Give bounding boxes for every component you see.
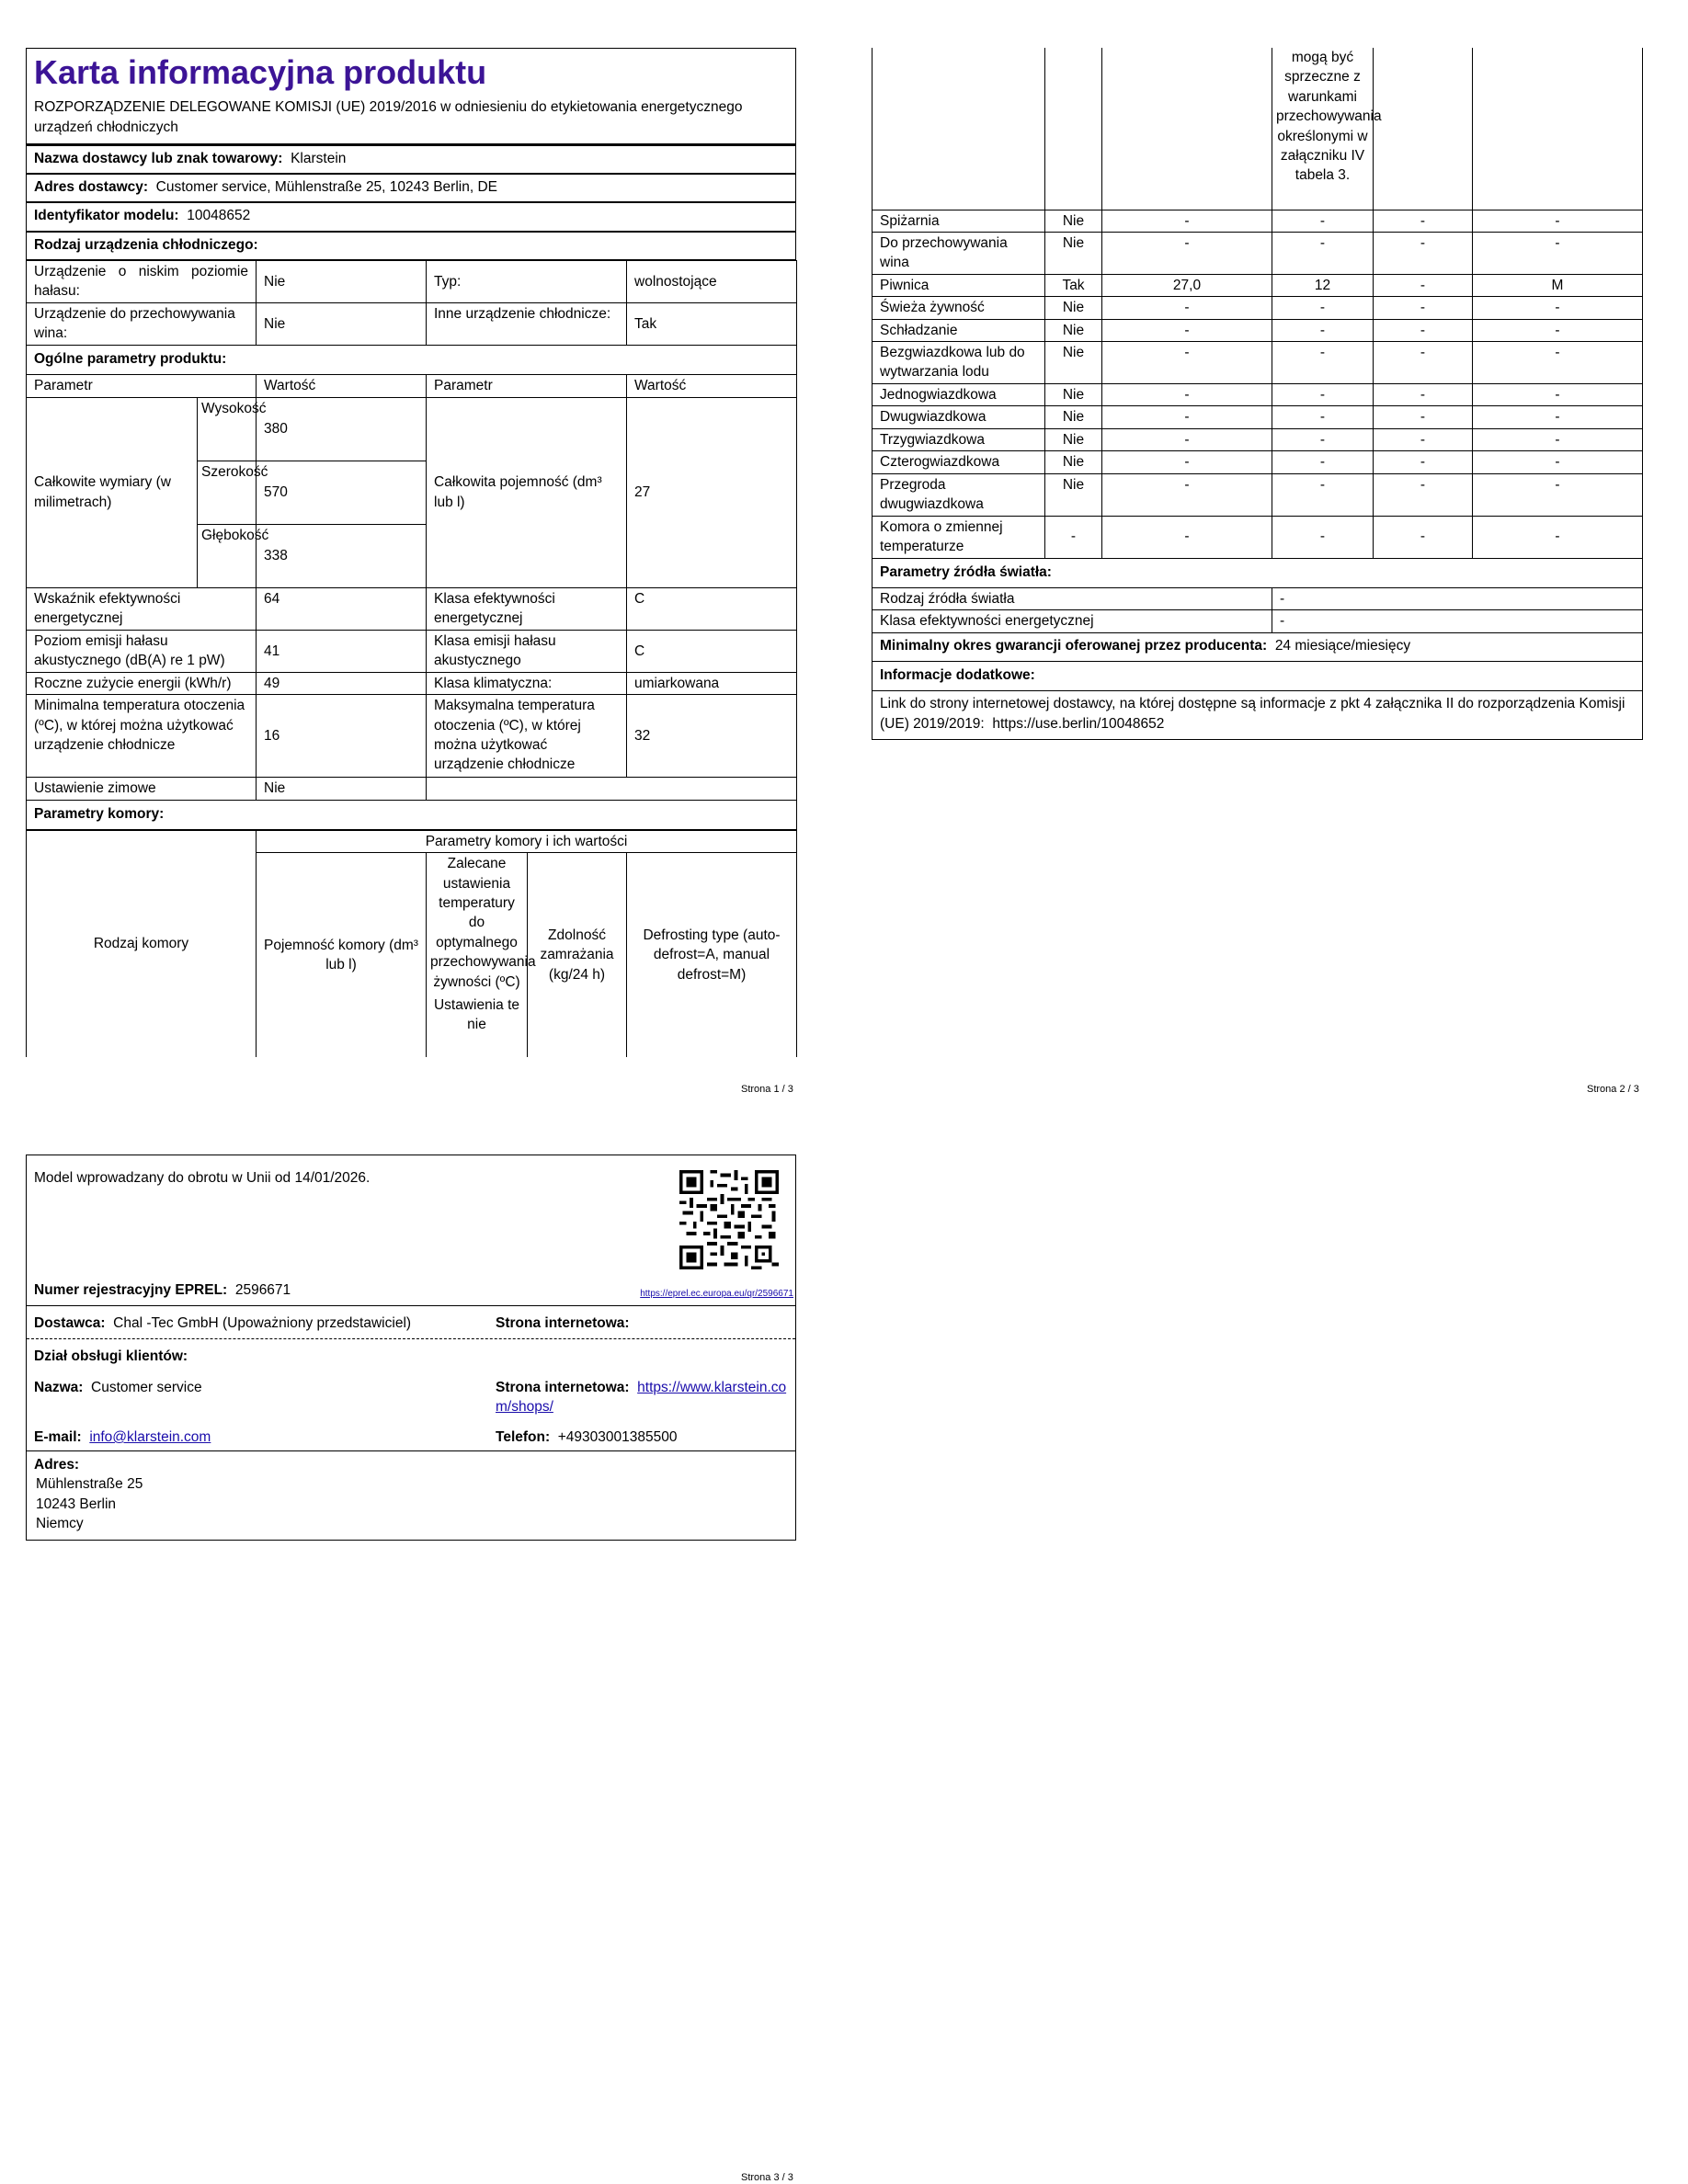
compartment-freeze: - [1374,428,1473,450]
compartment-present: Nie [1045,297,1102,319]
phone-label: Telefon: [496,1429,551,1445]
email-link[interactable]: info@klarstein.com [89,1429,211,1445]
wine-label: Urządzenie do przechowywania wina: [27,303,257,346]
compartment-temp: - [1272,406,1374,428]
page-number-2: Strona 2 / 3 [1587,1084,1639,1095]
compartment-temp: - [1272,342,1374,384]
compartment-row [873,473,1643,516]
compartment-volume: - [1102,232,1272,274]
supplier-label: Nazwa dostawcy lub znak towarowy: [34,150,283,166]
compartment-defrost: - [1473,473,1643,516]
supplier-table [26,145,796,261]
eprel-row [34,1280,291,1300]
compartment-freeze: - [1374,210,1473,232]
qr-code-icon [679,1170,779,1269]
comp-type-header: Rodzaj komory [27,830,257,1056]
name-label: Nazwa: [34,1380,84,1395]
website2-label: Strona internetowa: [496,1380,630,1395]
compartment-volume: - [1102,473,1272,516]
compartment-volume: 27,0 [1102,274,1272,296]
eprel-link[interactable]: https://eprel.ec.europa.eu/qr/2596671 [640,1289,793,1299]
low-noise-value: Nie [257,261,427,303]
name-value: Customer service [91,1380,202,1395]
eclass-value: C [627,587,797,630]
col-param-1: Parametr [27,375,257,397]
noise-value: 41 [257,630,427,672]
page-title: Karta informacyjna produktu [34,53,487,91]
other-label: Inne urządzenie chłodnicze: [427,303,627,346]
phone-row [496,1428,678,1447]
col-param-2: Parametr [427,375,627,397]
address-section [27,1451,795,1538]
compartment-freeze: - [1374,274,1473,296]
compartment-defrost: - [1473,297,1643,319]
dims-label: Całkowite wymiary (w milimetrach) [27,397,198,587]
min-temp-label: Minimalna temperatura otoczenia (ºC), w której można użytkować urządzenie chłodnicze [27,695,257,778]
climate-label: Klasa klimatyczna: [427,672,627,694]
compartment-defrost: - [1473,451,1643,473]
compartment-defrost: - [1473,319,1643,341]
compartment-temp: - [1272,232,1374,274]
address-row [27,174,796,202]
comp-freeze-header: Zdolność zamrażania (kg/24 h) [528,853,627,1057]
extra-row [873,691,1643,740]
compartment-volume: - [1102,342,1272,384]
light-type-label: Rodzaj źródła światła [873,587,1272,609]
compartment-present: Nie [1045,428,1102,450]
compartment-temp: - [1272,210,1374,232]
other-value: Tak [627,303,797,346]
compartment-freeze: - [1374,451,1473,473]
light-class-label: Klasa efektywności energetycznej [873,610,1272,632]
col-value-2: Wartość [627,375,797,397]
page-3 [26,1155,796,1541]
service-section [27,1339,795,1451]
eprel-value: 2596671 [234,1282,291,1298]
eei-value: 64 [257,587,427,630]
cont-empty-5 [1374,48,1473,210]
address-line-2: 10243 Berlin [36,1496,117,1512]
general-params-table [26,260,797,830]
compartment-freeze: - [1374,232,1473,274]
compartment-heading: Parametry komory: [27,800,797,829]
winter-value: Nie [257,778,427,800]
email-label: E-mail: [34,1429,82,1445]
compartment-name: Trzygwiazdkowa [873,428,1045,450]
compartment-volume: - [1102,384,1272,406]
height-value: 380 [257,397,427,461]
compartment-volume: - [1102,516,1272,558]
compartment-defrost: - [1473,406,1643,428]
compartment-name: Czterogwiazdkowa [873,451,1045,473]
compartment-name: Świeża żywność [873,297,1045,319]
col-value-1: Wartość [257,375,427,397]
comp-temp-header [427,853,536,1057]
compartment-present: - [1045,516,1102,558]
compartment-defrost: - [1473,210,1643,232]
extra-url[interactable]: https://use.berlin/10048652 [992,715,1165,732]
compartment-freeze: - [1374,516,1473,558]
compartment-name: Dwugwiazdkowa [873,406,1045,428]
height-label: Wysokość [198,397,257,461]
compartment-present: Nie [1045,384,1102,406]
compartment-volume: - [1102,297,1272,319]
depth-value: 338 [257,524,427,587]
compartment-row [873,210,1643,232]
wine-value: Nie [257,303,427,346]
compartment-row [873,232,1643,274]
compartment-row [873,342,1643,384]
compartment-row [873,319,1643,341]
climate-value: umiarkowana [627,672,797,694]
compartment-defrost: - [1473,428,1643,450]
model-row [27,202,796,231]
comp-temp-text: Zalecane ustawienia temperatury do optymalnego przechowywania żywności (ºC) [430,856,536,990]
comp-volume-header: Pojemność komory (dm³ lub l) [257,853,427,1057]
compartment-temp: - [1272,384,1374,406]
compartment-freeze: - [1374,297,1473,319]
extra-heading: Informacje dodatkowe: [873,662,1643,691]
cont-empty-3 [1102,48,1272,210]
phone-value: +49303001385500 [557,1429,678,1445]
page-number-1: Strona 1 / 3 [741,1084,793,1095]
min-temp-value: 16 [257,695,427,778]
header-box [26,48,796,145]
warranty-row [873,632,1643,661]
model-value: 10048652 [187,208,251,224]
cont-empty-6 [1473,48,1643,210]
compartment-present: Nie [1045,210,1102,232]
supplier-value: Klarstein [291,150,347,166]
compartment-freeze: - [1374,473,1473,516]
compartment-present: Tak [1045,274,1102,296]
compartment-row [873,451,1643,473]
email-row [34,1428,211,1447]
compartment-temp: - [1272,473,1374,516]
supplier-value-3: Chal -Tec GmbH (Upoważniony przedstawiciel) [113,1315,412,1331]
width-label: Szerokość [198,461,257,524]
address-line-1: Mühlenstraße 25 [36,1476,143,1493]
device-type-heading: Rodzaj urządzenia chłodniczego: [27,232,796,260]
warranty-label: Minimalny okres gwarancji oferowanej przez producenta: [880,637,1268,654]
noise-class-label: Klasa emisji hałasu akustycznego [427,630,627,672]
cont-temp-note: mogą być sprzeczne z warunkami przechowywania określonymi w załączniku IV tabela 3. [1272,48,1374,210]
max-temp-value: 32 [627,695,797,778]
compartment-row [873,406,1643,428]
website2-link[interactable]: https://www.klarstein.com/shops/ [496,1380,787,1416]
compartment-row [873,297,1643,319]
contact-box [26,1155,796,1541]
width-value: 570 [257,461,427,524]
compartment-temp: - [1272,297,1374,319]
compartment-header-table [26,830,797,1057]
name-row [34,1378,202,1397]
volume-value: 27 [627,397,797,587]
annual-label: Roczne zużycie energii (kWh/r) [27,672,257,694]
compartment-defrost: M [1473,274,1643,296]
volume-label: Całkowita pojemność (dm³ lub l) [427,397,627,587]
compartment-temp: - [1272,516,1374,558]
address-label: Adres dostawcy: [34,178,149,195]
winter-label: Ustawienie zimowe [27,778,257,800]
compartment-volume: - [1102,319,1272,341]
compartment-temp: 12 [1272,274,1374,296]
supplier-row-3 [34,1314,411,1333]
comp-defrost-header: Defrosting type (auto-defrost=A, manual defrost=M) [627,853,797,1057]
light-heading: Parametry źródła światła: [873,558,1643,587]
compartment-defrost: - [1473,384,1643,406]
compartment-row [873,384,1643,406]
compartment-name: Spiżarnia [873,210,1045,232]
market-text: Model wprowadzany do obrotu w Unii od 14/01/2026. [34,1170,371,1186]
compartment-freeze: - [1374,319,1473,341]
page-number-3: Strona 3 / 3 [741,2172,793,2183]
compartment-defrost: - [1473,232,1643,274]
compartment-name: Piwnica [873,274,1045,296]
compartment-name: Do przechowywania wina [873,232,1045,274]
compartment-defrost: - [1473,516,1643,558]
noise-label: Poziom emisji hałasu akustycznego (dB(A) re 1 pW) [27,630,257,672]
compartment-volume: - [1102,451,1272,473]
compartment-present: Nie [1045,232,1102,274]
extra-text: Link do strony internetowej dostawcy, na której dostępne są informacje z pkt 4 załącznika II do rozporządzenia Komisji (UE) 2019/2019: [880,696,1625,732]
compartment-freeze: - [1374,342,1473,384]
noise-class-value: C [627,630,797,672]
warranty-value: 24 miesiące/miesięcy [1274,637,1411,654]
cont-empty-2 [1045,48,1102,210]
supplier-section [27,1306,795,1339]
depth-label: Głębokość [198,524,257,587]
compartment-freeze: - [1374,384,1473,406]
light-type-value: - [1272,587,1643,609]
model-label: Identyfikator modelu: [34,208,179,224]
annual-value: 49 [257,672,427,694]
eei-label: Wskaźnik efektywności energetycznej [27,587,257,630]
compartment-present: Nie [1045,473,1102,516]
compartment-defrost: - [1473,342,1643,384]
eclass-label: Klasa efektywności energetycznej [427,587,627,630]
compartment-name: Przegroda dwugwiazdkowa [873,473,1045,516]
compartment-table [872,48,1643,740]
compartment-present: Nie [1045,406,1102,428]
supplier-row [27,145,796,174]
website-label: Strona internetowa: [496,1315,630,1331]
regulation-subtitle: ROZPORZĄDZENIE DELEGOWANE KOMISJI (UE) 2019/2016 w odniesieniu do etykietowania energetycznego urządzeń chłodniczych [34,99,743,135]
compartment-temp: - [1272,451,1374,473]
address-value: Customer service, Mühlenstraße 25, 10243 Berlin, DE [155,178,497,195]
cont-empty-1 [873,48,1045,210]
compartment-temp: - [1272,428,1374,450]
supplier-label-3: Dostawca: [34,1315,106,1331]
compartment-name: Jednogwiazdkowa [873,384,1045,406]
compartment-volume: - [1102,406,1272,428]
page-1 [26,48,796,1057]
service-heading: Dział obsługi klientów: [34,1348,188,1364]
compartment-row [873,428,1643,450]
max-temp-label: Maksymalna temperatura otoczenia (ºC), w której można użytkować urządzenie chłodnicze [427,695,627,778]
page-2 [872,48,1642,740]
compartment-present: Nie [1045,342,1102,384]
low-noise-label: Urządzenie o niskim poziomie hałasu: [27,261,257,303]
compartment-temp: - [1272,319,1374,341]
compartment-row [873,274,1643,296]
address-line-3: Niemcy [36,1516,84,1532]
compartment-row [873,516,1643,558]
compartment-present: Nie [1045,451,1102,473]
eprel-label: Numer rejestracyjny EPREL: [34,1282,228,1298]
comp-sub-header: Parametry komory i ich wartości [257,830,797,852]
market-section [27,1155,795,1306]
type-label: Typ: [427,261,627,303]
compartment-present: Nie [1045,319,1102,341]
compartment-name: Komora o zmiennej temperaturze [873,516,1045,558]
type-value: wolnostojące [627,261,797,303]
comp-temp-note: Ustawienia te nie [433,996,520,1033]
compartment-name: Schładzanie [873,319,1045,341]
compartment-volume: - [1102,428,1272,450]
compartment-volume: - [1102,210,1272,232]
winter-empty [427,778,797,800]
website2-row [496,1378,790,1417]
general-heading: Ogólne parametry produktu: [27,346,797,375]
compartment-freeze: - [1374,406,1473,428]
address-label-3: Adres: [34,1457,80,1473]
compartment-name: Bezgwiazdkowa lub do wytwarzania lodu [873,342,1045,384]
light-class-value: - [1272,610,1643,632]
